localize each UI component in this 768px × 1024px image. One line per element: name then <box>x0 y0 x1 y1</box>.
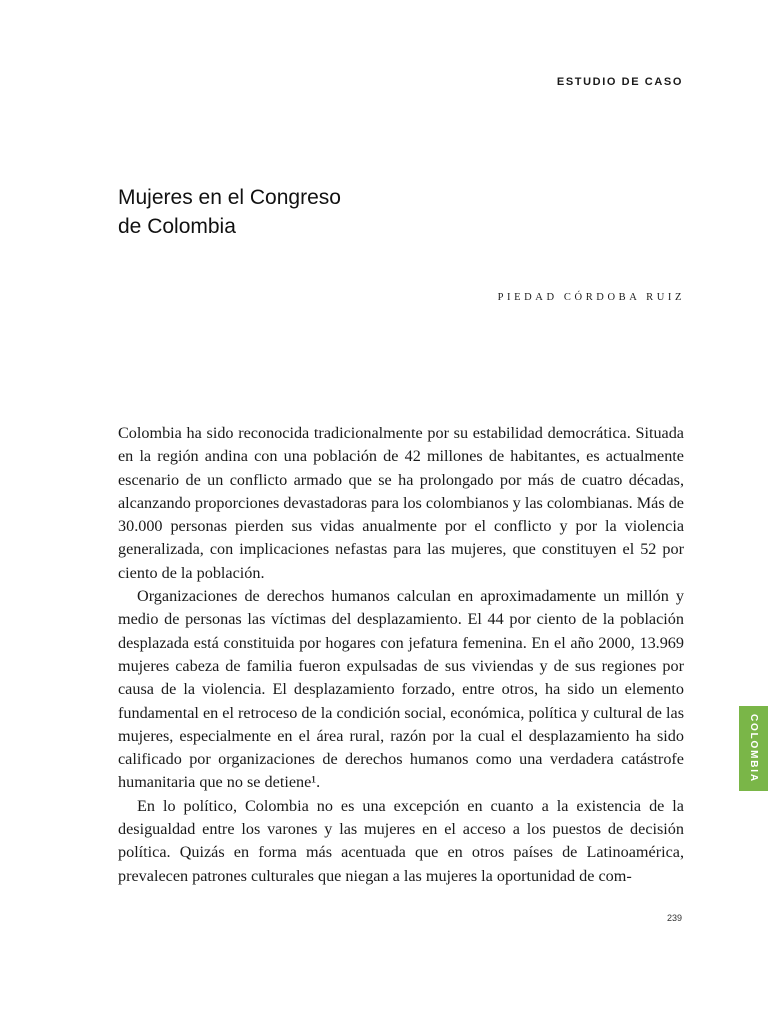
article-body <box>118 422 684 888</box>
section-label: ESTUDIO DE CASO <box>556 76 683 88</box>
country-side-tab <box>739 706 768 791</box>
page-number: 239 <box>666 913 682 923</box>
article-title <box>118 183 341 241</box>
paragraph-2: Organizaciones de derechos humanos calculan en aproximadamente un millón y medio de personas las víctimas del desplazamiento. El 44 por ciento de la población desplazada está constituida por hogares con jefatura femenina. En el año 2000, 13.969 mujeres cabeza de familia fueron expulsadas de sus viviendas y de sus regiones por causa de la violencia. El desplazamiento forzado, entre otros, ha sido un elemento fundamental en el retroceso de la condición social, económica, política y cultural de las mujeres, especialmente en el área rural, razón por la cual el desplazamiento ha sido calificado por organizaciones de derechos humanos como una verdadera catástrofe humanitaria que no se detiene¹. <box>118 587 684 792</box>
country-side-tab-label: COLOMBIA <box>748 714 759 783</box>
article-title-line-1: Mujeres en el Congreso <box>118 186 341 209</box>
paragraph-1: Colombia ha sido reconocida tradicionalmente por su estabilidad democrática. Situada en la región andina con una población de 42 millones de habitantes, es actualmente escenario de un conflicto armado que se ha prolongado por más de cuatro décadas, alcanzando proporciones devastadoras para los colombianos y las colombianas. Más de 30.000 personas pierden sus vidas anualmente por el conflicto y por la violencia generalizada, con implicaciones nefastas para las mujeres, que constituyen el 52 por ciento de la población. <box>118 424 684 582</box>
paragraph-3: En lo político, Colombia no es una excepción en cuanto a la existencia de la desigualdad entre los varones y las mujeres en el acceso a los puestos de decisión política. Quizás en forma más acentuada que en otros países de Latinoamérica, prevalecen patrones culturales que niegan a las mujeres la oportunidad de com- <box>118 796 684 885</box>
article-title-line-2: de Colombia <box>118 215 236 238</box>
author-name: PIEDAD CÓRDOBA RUIZ <box>497 292 685 303</box>
